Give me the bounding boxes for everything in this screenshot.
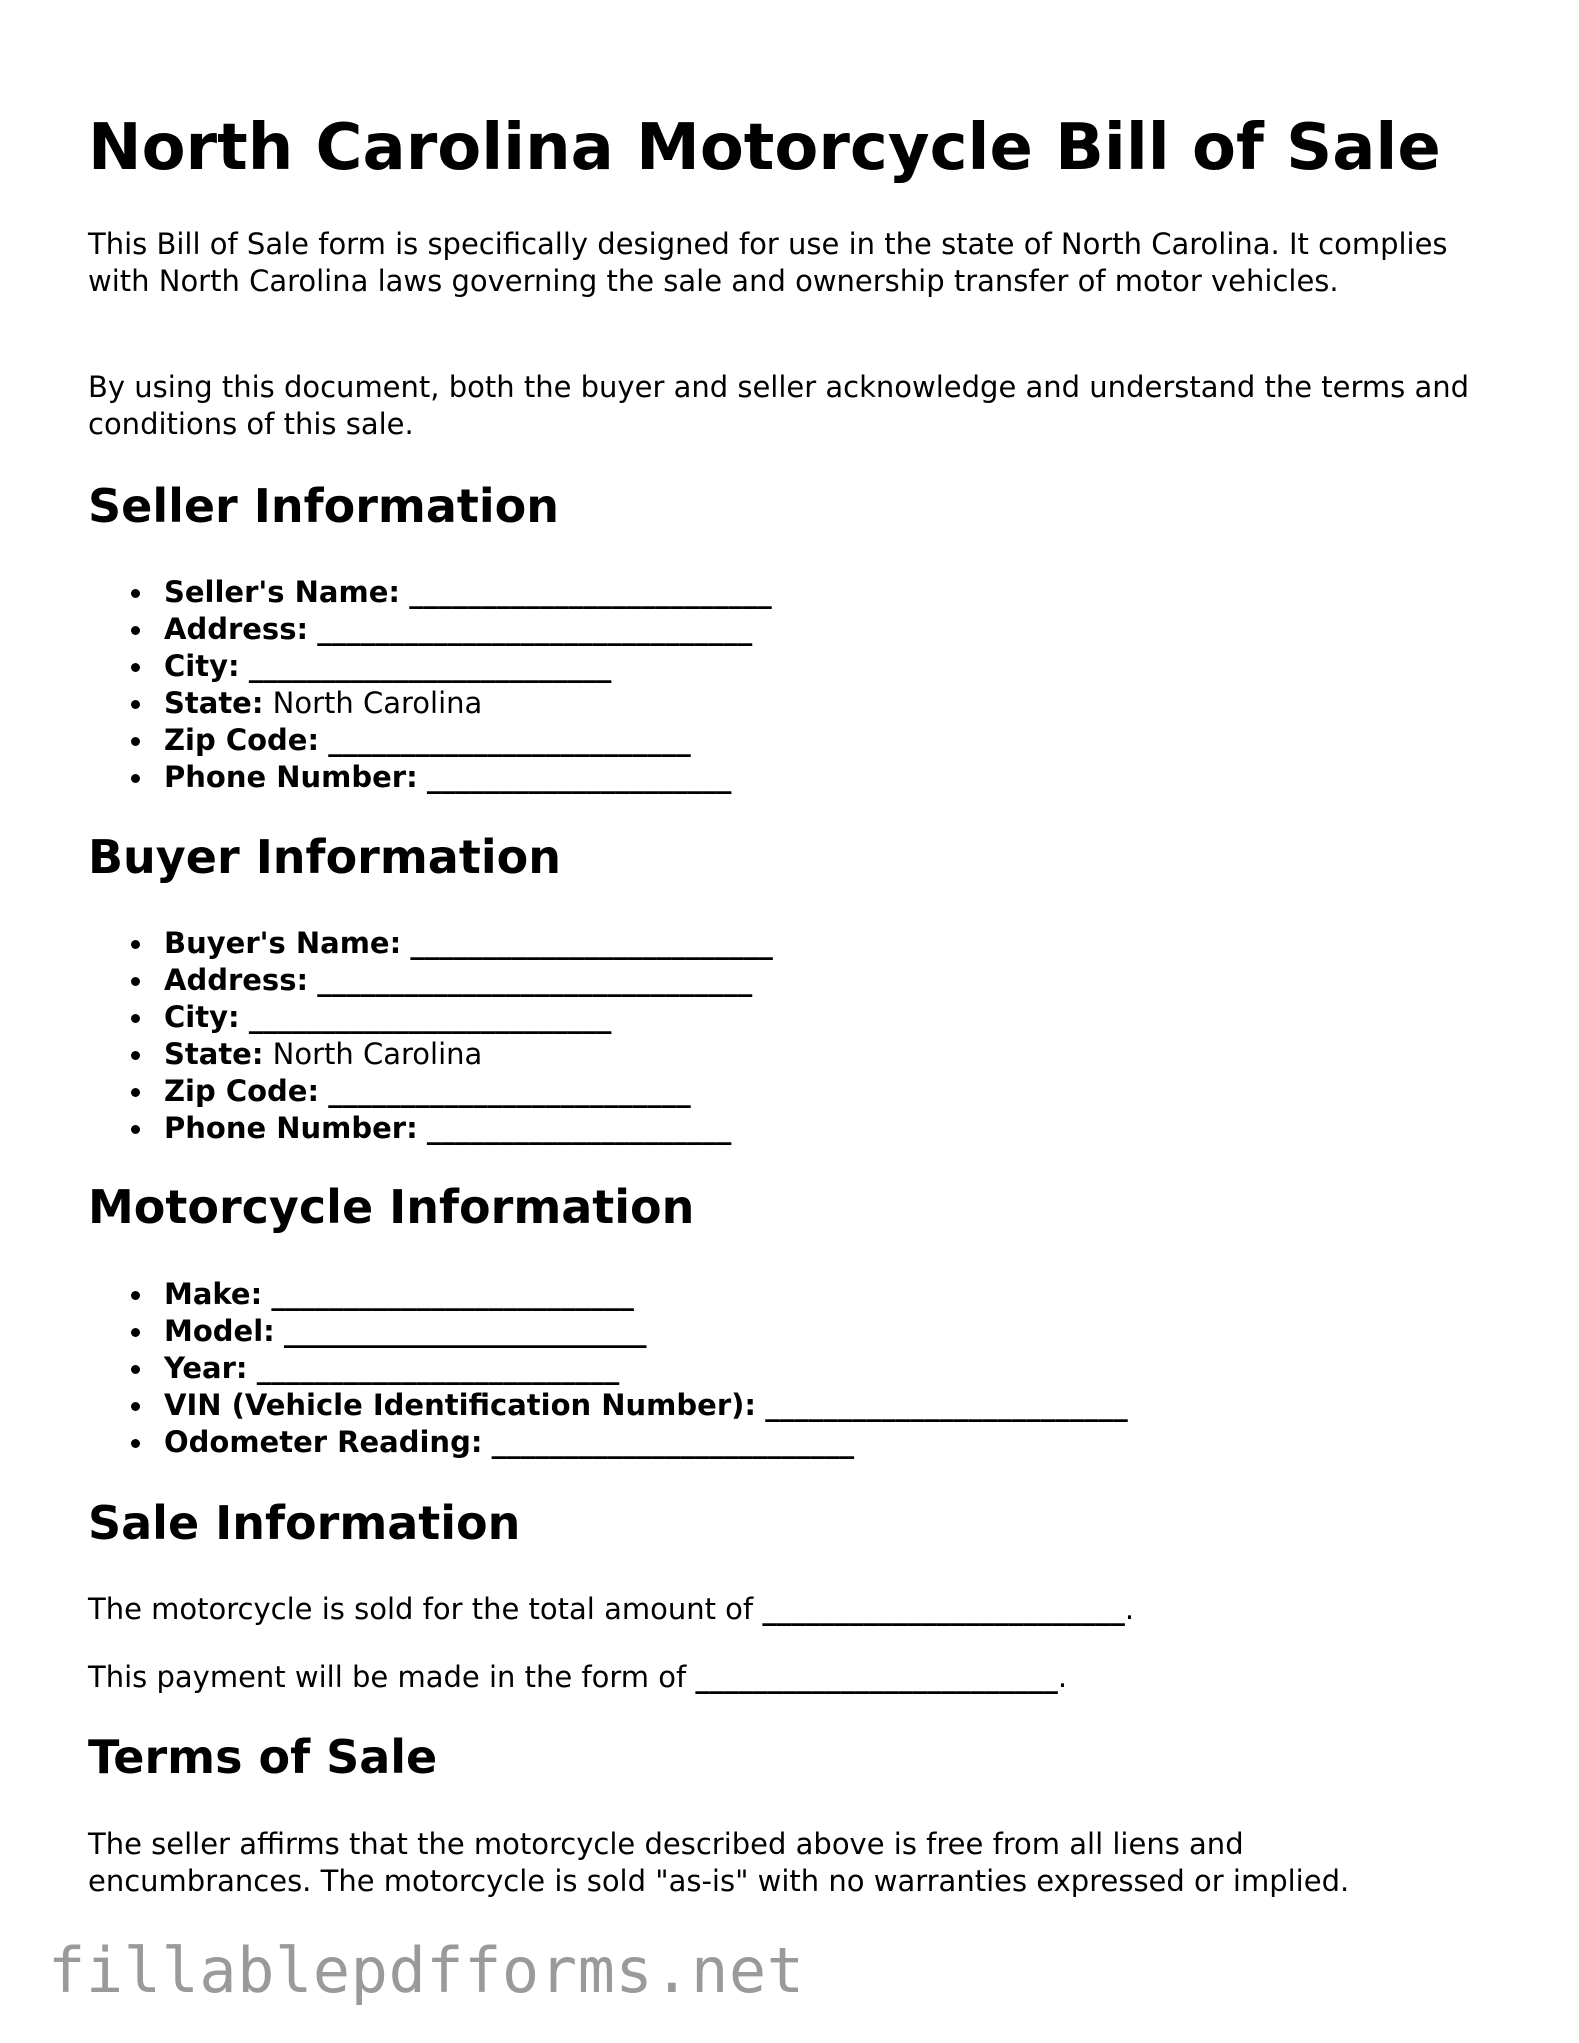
buyer-address-field[interactable]: Address: ______________________________: [88, 962, 773, 999]
make-field[interactable]: Make: _________________________: [88, 1276, 1128, 1313]
seller-zip-field[interactable]: Zip Code: _________________________: [88, 722, 772, 759]
seller-name-field[interactable]: Seller's Name: _________________________: [88, 574, 772, 611]
seller-field-list: [88, 574, 772, 796]
seller-phone-field[interactable]: Phone Number: _____________________: [88, 759, 772, 796]
seller-state-field: State: North Carolina: [88, 685, 772, 722]
year-field[interactable]: Year: _________________________: [88, 1350, 1128, 1387]
intro-paragraph-2: By using this document, both the buyer and seller acknowledge and understand the terms and conditions of this sale.: [88, 370, 1470, 441]
vin-field[interactable]: VIN (Vehicle Identification Number): _________________________: [88, 1387, 1128, 1424]
buyer-city-field[interactable]: City: _________________________: [88, 999, 773, 1036]
seller-address-field[interactable]: Address: ______________________________: [88, 611, 772, 648]
buyer-heading: Buyer Information: [88, 830, 561, 884]
sale-heading: Sale Information: [88, 1496, 521, 1550]
terms-text-line-2: encumbrances. The motorcycle is sold "as-is" with no warranties expressed or implied.: [88, 1864, 1350, 1898]
sale-amount-blank[interactable]: _________________________: [762, 1592, 1125, 1626]
terms-text-line-1: The seller affirms that the motorcycle described above is free from all liens and: [88, 1827, 1244, 1861]
payment-form-blank[interactable]: _________________________: [695, 1660, 1058, 1694]
page-title: North Carolina Motorcycle Bill of Sale: [88, 111, 1441, 185]
seller-heading: Seller Information: [88, 479, 560, 533]
watermark-text: fillablepdfforms.net: [48, 1934, 805, 2007]
buyer-state-field: State: North Carolina: [88, 1036, 773, 1073]
motorcycle-field-list: [88, 1276, 1128, 1461]
motorcycle-heading: Motorcycle Information: [88, 1180, 695, 1234]
buyer-phone-field[interactable]: Phone Number: _____________________: [88, 1110, 773, 1147]
intro-paragraph-1: This Bill of Sale form is specifically designed for use in the state of North Carolina. It complies with North Carolina laws governing the sale and ownership transfer of motor vehicles.: [88, 227, 1448, 298]
payment-form-line: This payment will be made in the form of _________________________.: [88, 1660, 1068, 1694]
buyer-field-list: [88, 925, 773, 1147]
sale-amount-line: The motorcycle is sold for the total amount of _________________________.: [88, 1592, 1135, 1626]
buyer-zip-field[interactable]: Zip Code: _________________________: [88, 1073, 773, 1110]
model-field[interactable]: Model: _________________________: [88, 1313, 1128, 1350]
buyer-name-field[interactable]: Buyer's Name: _________________________: [88, 925, 773, 962]
odometer-field[interactable]: Odometer Reading: _________________________: [88, 1424, 1128, 1461]
seller-city-field[interactable]: City: _________________________: [88, 648, 772, 685]
terms-heading: Terms of Sale: [88, 1730, 438, 1784]
